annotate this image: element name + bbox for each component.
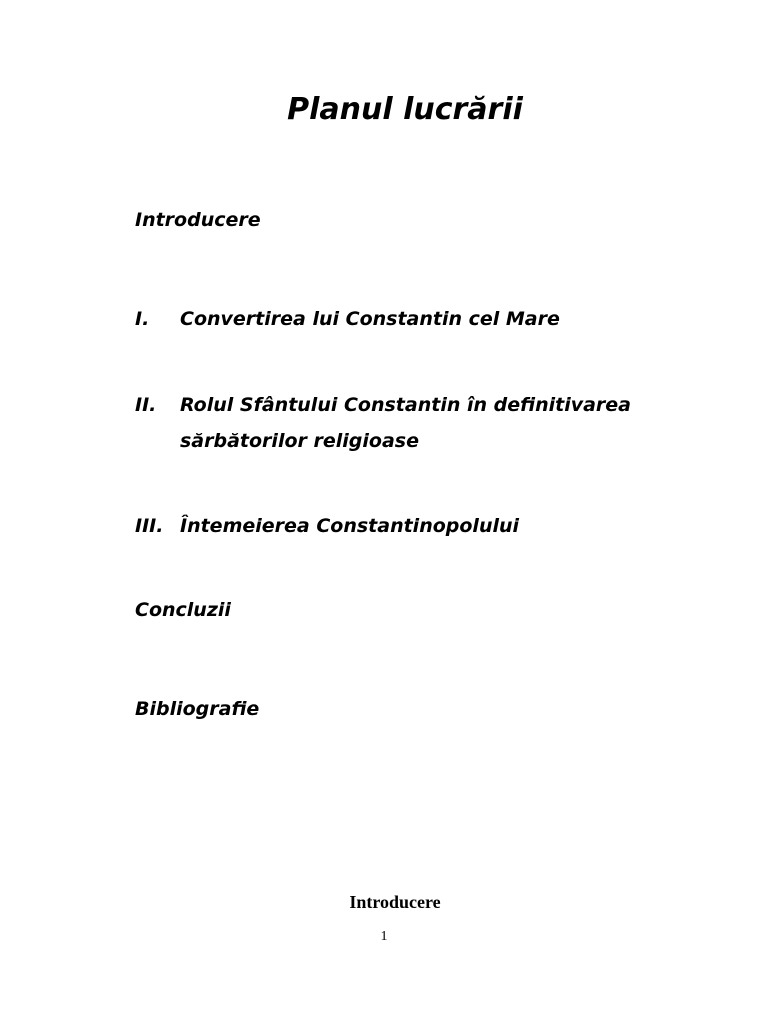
toc-entry-label-line-2: sărbătorilor religioase	[180, 430, 419, 452]
page-number: 1	[380, 929, 388, 944]
toc-entry-label: Convertirea lui Constantin cel Mare	[180, 308, 560, 330]
toc-entry-number: II.	[135, 394, 157, 416]
toc-entry-introducere	[135, 202, 261, 238]
next-section-heading: Introducere	[349, 892, 441, 912]
toc-entry-chapter-3	[135, 508, 519, 544]
toc-entry-concluzii	[135, 592, 231, 628]
toc-entry-chapter-2	[135, 387, 631, 459]
toc-entry-label: Întemeierea Constantinopolului	[180, 515, 520, 537]
toc-entry-label: Bibliografie	[135, 698, 260, 720]
toc-entry-number: I.	[135, 308, 150, 330]
document-title: Planul lucrării	[287, 92, 523, 127]
toc-entry-bibliografie	[135, 691, 259, 727]
toc-entry-label-line-1: Rolul Sfântului Constantin în definitivarea	[180, 394, 631, 416]
toc-entry-label	[180, 387, 631, 459]
toc-entry-number: III.	[135, 515, 164, 537]
toc-entry-label: Concluzii	[135, 599, 231, 621]
toc-entry-label: Introducere	[135, 209, 261, 231]
toc-entry-chapter-1	[135, 301, 560, 337]
